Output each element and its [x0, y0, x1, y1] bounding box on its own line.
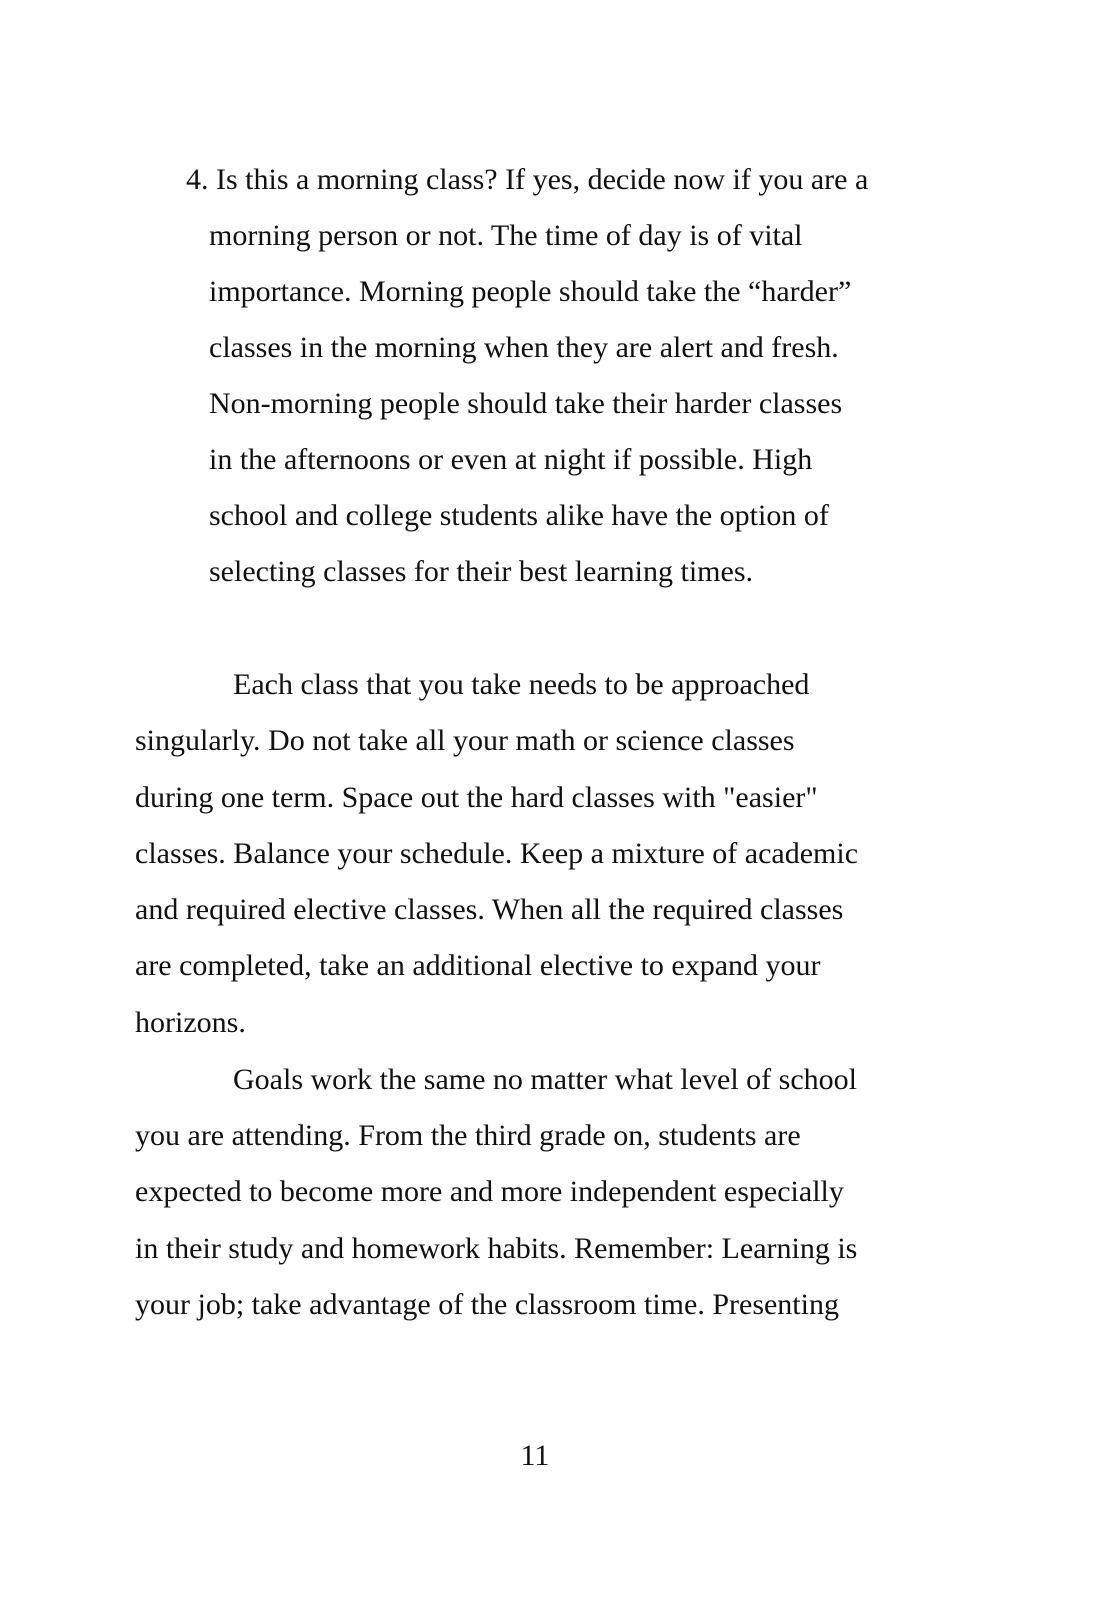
list-item-line: school and college students alike have the option of: [209, 499, 829, 532]
list-item-line: in the afternoons or even at night if possible. High: [209, 443, 813, 476]
list-item-line: importance. Morning people should take the “harder”: [209, 275, 852, 308]
paragraph-line: horizons.: [135, 1006, 246, 1039]
page-number: 11: [520, 1439, 550, 1472]
paragraph-line: and required elective classes. When all the required classes: [135, 893, 844, 926]
paragraph-line: in their study and homework habits. Remember: Learning is: [135, 1232, 858, 1265]
paragraph-line: Each class that you take needs to be approached: [233, 668, 810, 701]
paragraph-line: are completed, take an additional elective to expand your: [135, 949, 821, 982]
paragraph-line: classes. Balance your schedule. Keep a mixture of academic: [135, 837, 859, 870]
paragraph-line: expected to become more and more independent especially: [135, 1175, 844, 1208]
paragraph-line: you are attending. From the third grade on, students are: [135, 1119, 801, 1152]
list-item-line: 4. Is this a morning class? If yes, decide now if you are a: [186, 163, 869, 196]
list-item-line: morning person or not. The time of day is of vital: [209, 219, 803, 252]
paragraph-line: Goals work the same no matter what level of school: [233, 1063, 857, 1096]
list-item-line: Non-morning people should take their harder classes: [209, 387, 843, 420]
paragraph-line: during one term. Space out the hard classes with "easier": [135, 781, 818, 814]
list-item-line: selecting classes for their best learning times.: [209, 555, 753, 588]
paragraph-line: your job; take advantage of the classroom time. Presenting: [135, 1288, 839, 1321]
paragraph-line: singularly. Do not take all your math or science classes: [135, 724, 795, 757]
list-item-line: classes in the morning when they are alert and fresh.: [209, 331, 839, 364]
